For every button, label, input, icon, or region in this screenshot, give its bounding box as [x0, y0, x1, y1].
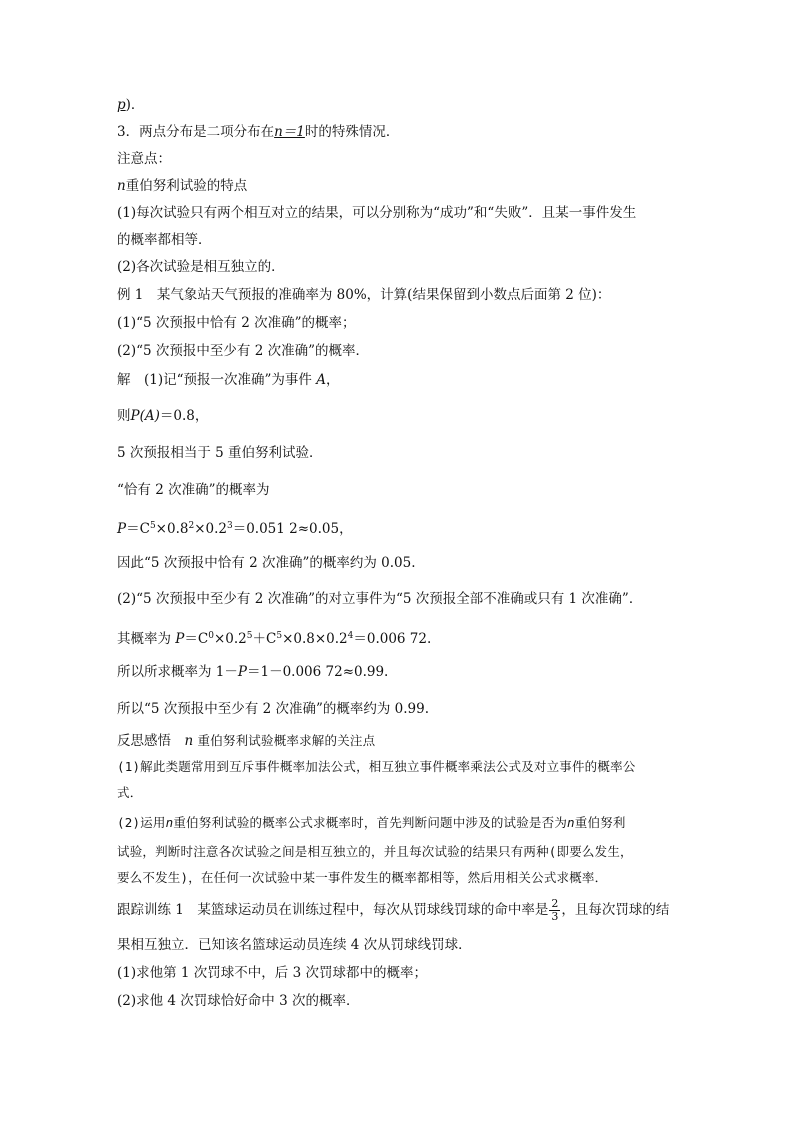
solution-line-8: 所以“5 次预报中至少有 2 次准确”的概率约为 0.99. — [117, 701, 429, 717]
solution-line-6: (2)“5 次预报中至少有 2 次准确”的对立事件为“5 次预报全部不准确或只有 1 次准确”． — [117, 591, 643, 607]
line-10: (2)“5 次预报中至少有 2 次准确”的概率． — [117, 343, 369, 359]
reflection-line-1: (1)解此类题常用到互斥事件概率加法公式，相互独立事件概率乘法公式及对立事件的概率公 — [117, 759, 636, 774]
formula-line-1: $P=C^5\times 0.8^2\times 0.2^3=0.051$ 2≈0.05， — [117, 521, 353, 537]
line-9: (1)“5 次预报中恰有 2 次准确”的概率； — [117, 315, 356, 331]
exercise-line-2: 果相互独立．已知该名篮球运动员连续 4 次从罚球线罚球． — [117, 937, 472, 953]
line-1: p)． — [117, 97, 145, 113]
reflection-line-2: 式． — [117, 785, 143, 800]
solution-line-2: 则P(A)＝0.8， — [117, 408, 209, 424]
example-1-heading: 例 1 某气象站天气预报的准确率为 80%，计算(结果保留到小数点后面第 2 位)： — [117, 287, 611, 303]
exercise-line-3: (1)求他第 1 次罚球不中，后 3 次罚球都中的概率； — [117, 965, 427, 981]
line-3: 注意点： — [117, 151, 171, 167]
solution-line-3: 5 次预报相当于 5 重伯努利试验． — [117, 445, 323, 461]
reflection-line-3: (2)运用n重伯努利试验的概率公式求概率时，首先判断问题中涉及的试验是否为n重伯努利 — [117, 815, 626, 830]
fraction-two-thirds: $\frac{2}{3}$ — [551, 897, 559, 923]
line-2: 3．两点分布是二项分布在n＝1时的特殊情况． — [117, 124, 400, 140]
solution-line-4: “恰有 2 次准确”的概率为 — [117, 482, 270, 498]
formula-line-2: 其概率为 $P=C^0\times 0.2^5+C^5\times 0.8\times 0.2^4=0.006$ 72. — [117, 631, 432, 647]
exercise-line-4: (2)求他 4 次罚球恰好命中 3 次的概率． — [117, 993, 360, 1009]
reflection-heading: 反思感悟 n 重伯努利试验概率求解的关注点 — [117, 733, 376, 749]
solution-line-5: 因此“5 次预报中恰有 2 次准确”的概率约为 0.05. — [117, 555, 416, 571]
exercise-1-heading: 跟踪训练 1 某篮球运动员在训练过程中，每次从罚球线罚球的命中率是 $\frac{2}{3}$ ，且每次罚球的结 — [117, 897, 670, 923]
line-7: (2)各次试验是相互独立的． — [117, 259, 285, 275]
line-4: n重伯努利试验的特点 — [117, 178, 248, 194]
solution-line-1: 解 (1)记“预报一次准确”为事件 A， — [117, 372, 340, 388]
reflection-line-4: 试验，判断时注意各次试验之间是相互独立的，并且每次试验的结果只有两种(即要么发生， — [117, 844, 633, 859]
line-6: 的概率都相等． — [117, 232, 212, 248]
line-5: (1)每次试验只有两个相互对立的结果，可以分别称为“成功”和“失败”．且某一事件发生 — [117, 205, 637, 221]
reflection-line-5: 要么不发生)，在任何一次试验中某一事件发生的概率都相等，然后用相关公式求概率． — [117, 870, 608, 885]
solution-line-7: 所以所求概率为 1－P＝1－0.006 72≈0.99. — [117, 664, 389, 680]
